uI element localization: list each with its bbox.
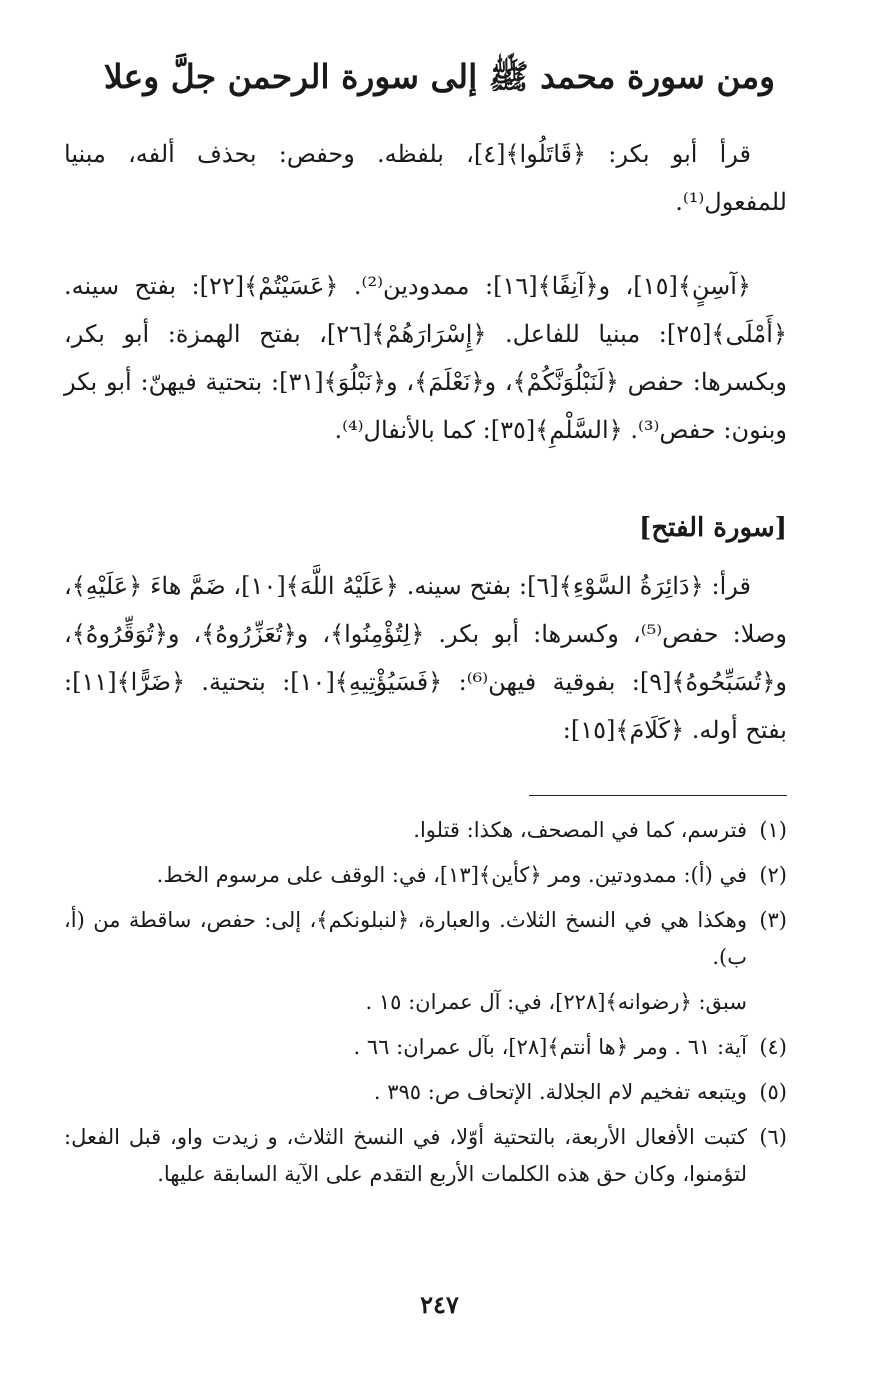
paragraph-1: قرأ أبو بكر: ﴿قَاتَلُوا﴾[٤]، بلفظه. وحفص: بحذف ألفه، مبنيا للمفعول⁽¹⁾. bbox=[64, 140, 787, 216]
page-header: ومن سورة محمد ﷺ إلى سورة الرحمن جلَّ وعلا bbox=[103, 57, 776, 96]
footnote-number: (١) bbox=[759, 818, 787, 842]
footnote bbox=[64, 857, 787, 894]
footnote-text: سبق: ﴿رضوانه﴾[٢٢٨]، في: آل عمران: ١٥ . bbox=[365, 990, 747, 1014]
section-title: [سورة الفتح] bbox=[639, 513, 787, 543]
footnote-divider bbox=[529, 795, 787, 796]
footnote-number: (٥) bbox=[759, 1080, 787, 1104]
footnote-continuation bbox=[64, 984, 787, 1021]
footnotes bbox=[64, 812, 787, 1201]
footnote-text: وهكذا هي في النسخ الثلاث. والعبارة، ﴿لنبلونكم﴾، إلى: حفص، ساقطة من (أ، ب). bbox=[64, 908, 747, 969]
footnote bbox=[64, 902, 787, 976]
footnote-number: (٣) bbox=[759, 908, 787, 932]
footnote bbox=[64, 1029, 787, 1066]
footnote-number: (٢) bbox=[759, 863, 787, 887]
page-number: ٢٤٧ bbox=[420, 1290, 459, 1319]
footnote-text: فترسم، كما في المصحف، هكذا: قتلوا. bbox=[413, 818, 747, 842]
footnote bbox=[64, 812, 787, 849]
footnote-number: (٦) bbox=[759, 1125, 787, 1149]
footnote bbox=[64, 1074, 787, 1111]
footnote-text: ويتبعه تفخيم لام الجلالة. الإتحاف ص: ٣٩٥ . bbox=[373, 1080, 747, 1104]
footnote-text: كتبت الأفعال الأربعة، بالتحتية أوّلا، في النسخ الثلاث، و زيدت واو، قبل الفعل: لتؤمنوا، وكان حق هذه الكلمات الأربع التقدم على الآية السابقة عليها. bbox=[64, 1125, 747, 1186]
paragraph-2: ﴿آسِنٍ﴾[١٥]، و﴿آنِفًا﴾[١٦]: ممدودين⁽²⁾. ﴿عَسَيْتُمْ﴾[٢٢]: بفتح سينه. ﴿أَمْلَى﴾[٢٥]: مبنيا للفاعل. ﴿إِسْرَارَهُمْ﴾[٢٦]، بفتح الهمزة: أبو بكر، وبكسرها: حفص ﴿لَنَبْلُوَنَّكُمْ﴾، و﴿نَعْلَمَ﴾، و﴿نَبْلُوَ﴾[٣١]: بتحتية فيهنّ: أبو بكر وبنون: حفص⁽³⁾. ﴿السَّلْمِ﴾[٣٥]: كما بالأنفال⁽⁴⁾. bbox=[64, 272, 788, 444]
section-paragraph: قرأ: ﴿دَائِرَةُ السَّوْءِ﴾[٦]: بفتح سينه. ﴿عَلَيْهُ اللَّهَ﴾[١٠]، ضَمَّ هاءَ ﴿عَلَيْهِ﴾، وصلا: حفص⁽⁵⁾، وكسرها: أبو بكر. ﴿لِتُؤْمِنُوا﴾، و﴿تُعَزِّرُوهُ﴾، و﴿تُوَقِّرُوهُ﴾، و﴿تُسَبِّحُوهُ﴾[٩]: بفوقية فيهن⁽⁶⁾: ﴿فَسَيُؤْتِيهِ﴾[١٠]: بتحتية. ﴿ضَرًّا﴾[١١]: بفتح أوله. ﴿كَلَامَ﴾[١٥]: bbox=[64, 572, 787, 744]
footnote-number: (٤) bbox=[759, 1035, 787, 1059]
footnote-text: في (أ): ممدودتين. ومر ﴿كأين﴾[١٣]، في: الوقف على مرسوم الخط. bbox=[156, 863, 747, 887]
footnote-text: آية: ٦١ . ومر ﴿ها أنتم﴾[٢٨]، بآل عمران: ٦٦ . bbox=[353, 1035, 747, 1059]
footnote bbox=[64, 1119, 787, 1193]
